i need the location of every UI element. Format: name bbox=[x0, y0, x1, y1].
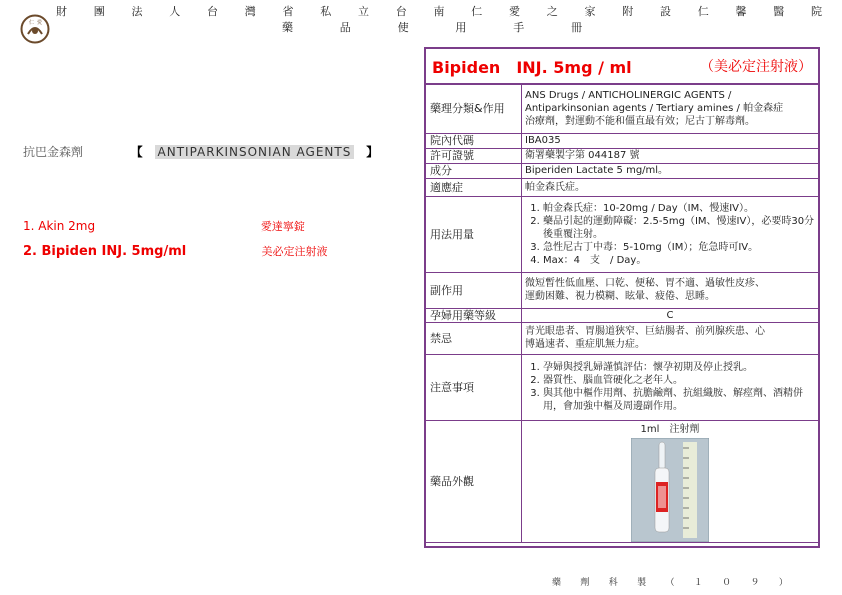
dosage-value bbox=[522, 196, 819, 272]
row-license bbox=[426, 148, 818, 163]
header-char: 家 bbox=[584, 5, 596, 18]
ingredient-value: Biperiden Lactate 5 mg/ml。 bbox=[522, 163, 819, 178]
drug-title-cn: （美必定注射液） bbox=[700, 59, 812, 75]
dosage-item: 4. Max：4 支 / Day。 bbox=[543, 254, 815, 267]
drug-info-card bbox=[424, 47, 820, 548]
header-char: 台 bbox=[207, 5, 218, 18]
row-code bbox=[426, 133, 818, 148]
svg-text:愛: 愛 bbox=[37, 20, 43, 26]
drug-list-name: 2. Bipiden INJ. 5mg/ml bbox=[23, 244, 187, 259]
row-label: 用法用量 bbox=[426, 196, 522, 272]
caution-item: 1. 孕婦與授乳婦謹慎評估：懷孕初期及停止授乳。 bbox=[543, 361, 815, 374]
footer-char: 藥 bbox=[552, 578, 562, 588]
header-char: 仁 bbox=[471, 5, 483, 18]
row-label: 院內代碼 bbox=[426, 133, 522, 148]
row-label: 許可證號 bbox=[426, 148, 522, 163]
drug-list-cn: 美必定注射液 bbox=[261, 245, 328, 258]
header-char: 用 bbox=[455, 21, 467, 34]
drug-list-item[interactable] bbox=[23, 218, 305, 234]
row-label: 副作用 bbox=[426, 272, 522, 308]
dosage-item: 1. 帕金森氏症：10-20mg / Day（IM、慢速IV）。 bbox=[543, 202, 815, 215]
header-char: 省 bbox=[282, 5, 294, 18]
row-ingredient bbox=[426, 163, 818, 178]
header-char: 仁 bbox=[697, 5, 709, 18]
header-char: 財 bbox=[56, 5, 67, 18]
drug-info-table bbox=[426, 85, 818, 543]
bracket-close: 】 bbox=[366, 145, 379, 159]
pregnancy-value: C bbox=[522, 308, 819, 322]
side-line: 運動困難、視力模糊、眩暈、疲倦、思睡。 bbox=[525, 291, 715, 302]
header-char: 灣 bbox=[244, 5, 256, 18]
side-line: 微短暫性低血壓、口乾、便秘、胃不適、過敏性皮疹、 bbox=[525, 278, 765, 289]
header-char: 團 bbox=[93, 5, 105, 18]
header-char: 南 bbox=[433, 5, 445, 18]
footer-char: （ bbox=[665, 578, 675, 588]
category-zh: 抗巴金森劑 bbox=[23, 145, 84, 159]
pharm-line: 治療劑，對運動不能和僵直最有效；尼古丁解毒劑。 bbox=[525, 116, 755, 128]
caution-item: 3. 與其他中樞作用劑、抗膽鹼劑、抗組織胺、解痙劑、酒精併用，會加強中樞及周邊副作用。 bbox=[543, 387, 815, 413]
footer-char: 製 bbox=[637, 578, 647, 588]
pharm-value bbox=[522, 85, 819, 133]
drug-list-name: 1. Akin 2mg bbox=[23, 219, 96, 233]
contra-value bbox=[522, 322, 819, 354]
handbook-title-header bbox=[282, 19, 582, 35]
contra-line: 博過速者、重症肌無力症。 bbox=[525, 339, 645, 350]
row-pharm bbox=[426, 85, 818, 133]
appearance-value bbox=[522, 420, 819, 542]
header-char: 醫 bbox=[773, 5, 785, 18]
drug-list-item-selected[interactable] bbox=[23, 243, 328, 259]
drug-list-cn: 愛達寧錠 bbox=[260, 220, 305, 233]
side-value bbox=[522, 272, 819, 308]
header-char: 手 bbox=[513, 21, 525, 34]
header-char: 使 bbox=[397, 21, 409, 34]
ampoule-photo bbox=[631, 438, 709, 542]
header-char: 法 bbox=[131, 5, 143, 18]
header-char: 台 bbox=[395, 5, 407, 18]
footer-char: 劑 bbox=[580, 578, 590, 588]
header-char: 附 bbox=[622, 5, 634, 18]
row-appearance bbox=[426, 420, 818, 542]
header-char: 院 bbox=[811, 5, 822, 18]
row-label: 成分 bbox=[426, 163, 522, 178]
svg-text:仁: 仁 bbox=[29, 20, 35, 26]
header-char: 設 bbox=[660, 5, 671, 18]
header-char: 之 bbox=[546, 5, 558, 18]
header-char: 愛 bbox=[509, 5, 520, 18]
hospital-name-header bbox=[56, 3, 822, 19]
row-label: 適應症 bbox=[426, 178, 522, 196]
pharm-line: Antiparkinsonian agents / Tertiary amines / 帕金森症 bbox=[525, 103, 784, 115]
drug-title-row bbox=[426, 49, 818, 85]
row-label: 注意事項 bbox=[426, 354, 522, 420]
dosage-item: 2. 藥品引起的運動障礙：2.5-5mg（IM、慢速IV），必要時30分後重覆注射。 bbox=[543, 215, 815, 241]
drug-category bbox=[23, 143, 386, 160]
drug-title: Bipiden INJ. 5mg / ml bbox=[432, 57, 632, 77]
row-label: 藥理分類&作用 bbox=[426, 85, 522, 133]
row-label: 禁忌 bbox=[426, 322, 522, 354]
footer-char: ０ bbox=[722, 578, 732, 588]
header-char: 馨 bbox=[735, 5, 747, 18]
row-side-effects bbox=[426, 272, 818, 308]
header-char: 立 bbox=[358, 5, 369, 18]
header-char: 冊 bbox=[570, 21, 582, 34]
dosage-item: 3. 急性尼古丁中毒：5-10mg（IM）；危急時可IV。 bbox=[543, 241, 815, 254]
header-char: 品 bbox=[339, 21, 351, 34]
footer-page-number bbox=[552, 575, 788, 588]
caution-item: 2. 器質性、腦血管硬化之老年人。 bbox=[543, 374, 815, 387]
category-en: ANTIPARKINSONIAN AGENTS bbox=[155, 145, 355, 159]
row-caution bbox=[426, 354, 818, 420]
row-label: 藥品外觀 bbox=[426, 420, 522, 542]
bracket-open: 【 bbox=[130, 145, 143, 159]
pharm-line: ANS Drugs / ANTICHOLINERGIC AGENTS / bbox=[525, 90, 732, 102]
row-label: 孕婦用藥等級 bbox=[426, 308, 522, 322]
code-value: IBA035 bbox=[522, 133, 819, 148]
header-char: 私 bbox=[320, 5, 332, 18]
indication-value: 帕金森氏症。 bbox=[522, 178, 819, 196]
footer-char: ） bbox=[778, 578, 788, 588]
row-indication bbox=[426, 178, 818, 196]
row-contra bbox=[426, 322, 818, 354]
header-char: 藥 bbox=[282, 21, 293, 34]
footer-char: 科 bbox=[608, 578, 618, 588]
contra-line: 青光眼患者、胃腸道狹窄、巨結腸者、前列腺疾患、心 bbox=[525, 326, 765, 337]
row-dosage bbox=[426, 196, 818, 272]
appearance-caption: 1ml 注射劑 bbox=[640, 423, 700, 435]
hospital-logo bbox=[20, 14, 50, 44]
license-value: 衛署藥製字第 044187 號 bbox=[522, 148, 819, 163]
caution-value bbox=[522, 354, 819, 420]
footer-char: １ bbox=[693, 578, 703, 588]
header-char: 人 bbox=[169, 5, 181, 18]
footer-char: ９ bbox=[750, 578, 760, 588]
row-pregnancy bbox=[426, 308, 818, 322]
